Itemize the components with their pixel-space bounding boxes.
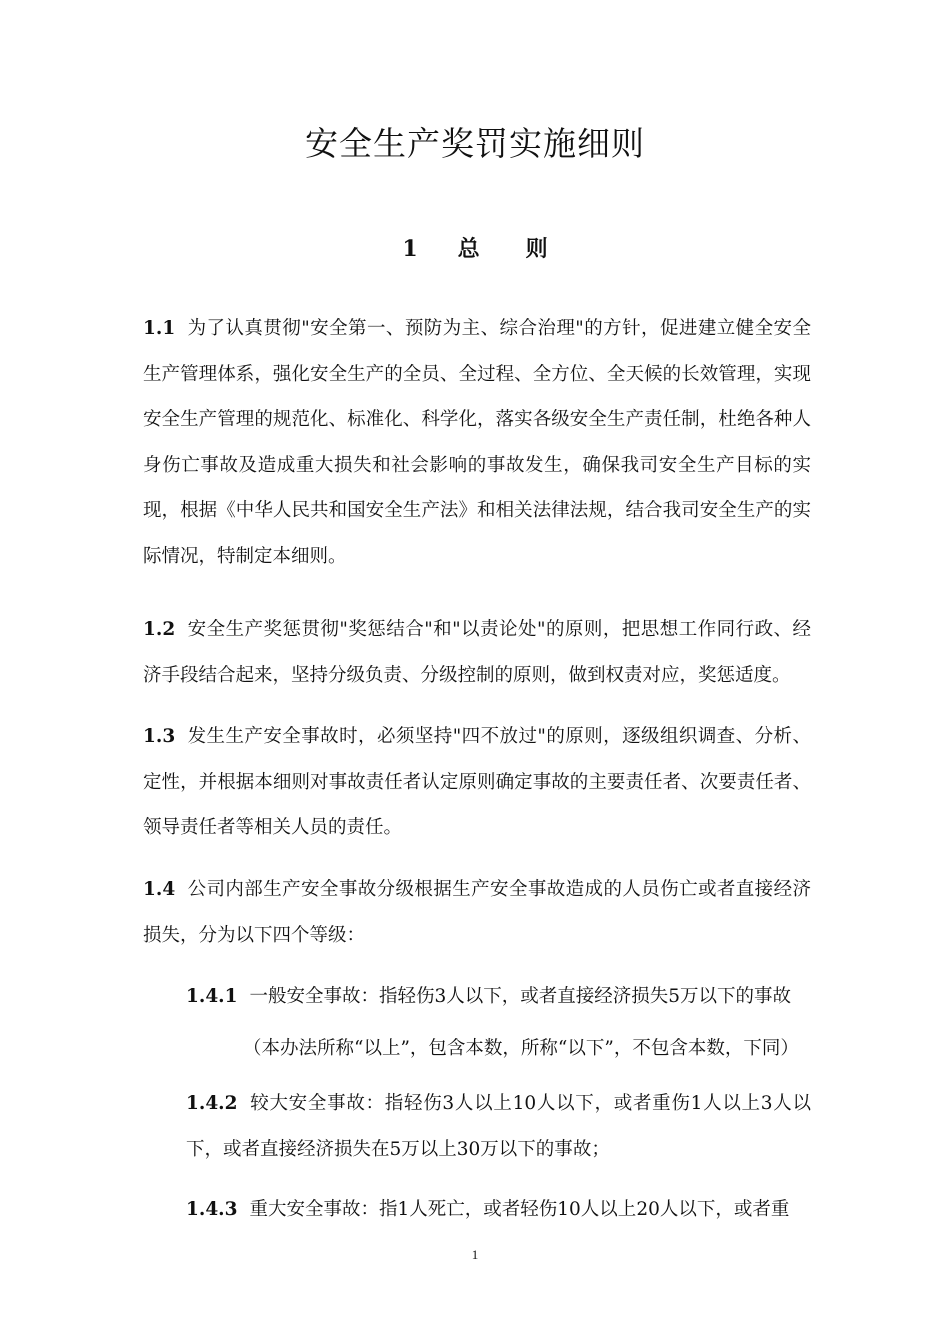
section-title-char-1: 总 — [457, 236, 480, 262]
sub-clause-number: 1.4.2 — [186, 1093, 238, 1114]
sub-clause-text: 重大安全事故：指1人死亡，或者轻伤10人以上20人以下，或者重 — [249, 1199, 790, 1220]
section-number: 1 — [402, 236, 418, 262]
page-number: 1 — [471, 1247, 479, 1262]
sub-item-1-4-1 — [186, 974, 811, 1020]
clause-number: 1.1 — [143, 318, 176, 339]
paragraph-1-1 — [143, 306, 811, 579]
sub-clause-number: 1.4.1 — [186, 986, 238, 1007]
sub-item-1-4-3 — [186, 1187, 811, 1233]
clause-number: 1.2 — [143, 619, 176, 640]
clause-text: 公司内部生产安全事故分级根据生产安全事故造成的人员伤亡或者直接经济损失，分为以下四个等级： — [143, 879, 811, 946]
sub-item-1-4-2 — [186, 1081, 811, 1172]
sub-clause-text: 较大安全事故：指轻伤3人以上10人以下，或者重伤1人以上3人以下，或者直接经济损失在5万以上30万以下的事故； — [186, 1093, 811, 1160]
sub-item-1-4-1-note: （本办法所称“以上”，包含本数，所称“以下”，不包含本数，下同） — [243, 1038, 799, 1059]
paragraph-1-4 — [143, 867, 811, 958]
paragraph-1-3 — [143, 714, 811, 851]
document-title: 安全生产奖罚实施细则 — [305, 124, 645, 163]
section-heading — [0, 232, 950, 263]
clause-text: 安全生产奖惩贯彻"奖惩结合"和"以责论处"的原则，把思想工作同行政、经济手段结合起来，坚持分级负责、分级控制的原则，做到权责对应，奖惩适度。 — [143, 619, 811, 686]
clause-text: 发生生产安全事故时，必须坚持"四不放过"的原则，逐级组织调查、分析、定性，并根据本细则对事故责任者认定原则确定事故的主要责任者、次要责任者、领导责任者等相关人员的责任。 — [143, 726, 811, 838]
clause-text: 为了认真贯彻"安全第一、预防为主、综合治理"的方针，促进建立健全安全生产管理体系，强化安全生产的全员、全过程、全方位、全天候的长效管理，实现安全生产管理的规范化、标准化、科学化，落实各级安全生产责任制，杜绝各种人身伤亡事故及造成重大损失和社会影响的事故发生，确保我司安全生产目标的实现，根据《中华人民共和国安全生产法》和相关法律法规，结合我司安全生产的实际情况，特制定本细则。 — [143, 318, 811, 567]
sub-clause-text: 一般安全事故：指轻伤3人以下，或者直接经济损失5万以下的事故 — [249, 986, 792, 1007]
paragraph-1-2 — [143, 607, 811, 698]
clause-number: 1.3 — [143, 726, 176, 747]
clause-number: 1.4 — [143, 879, 176, 900]
section-title-char-2: 则 — [525, 236, 548, 262]
sub-clause-number: 1.4.3 — [186, 1199, 238, 1220]
